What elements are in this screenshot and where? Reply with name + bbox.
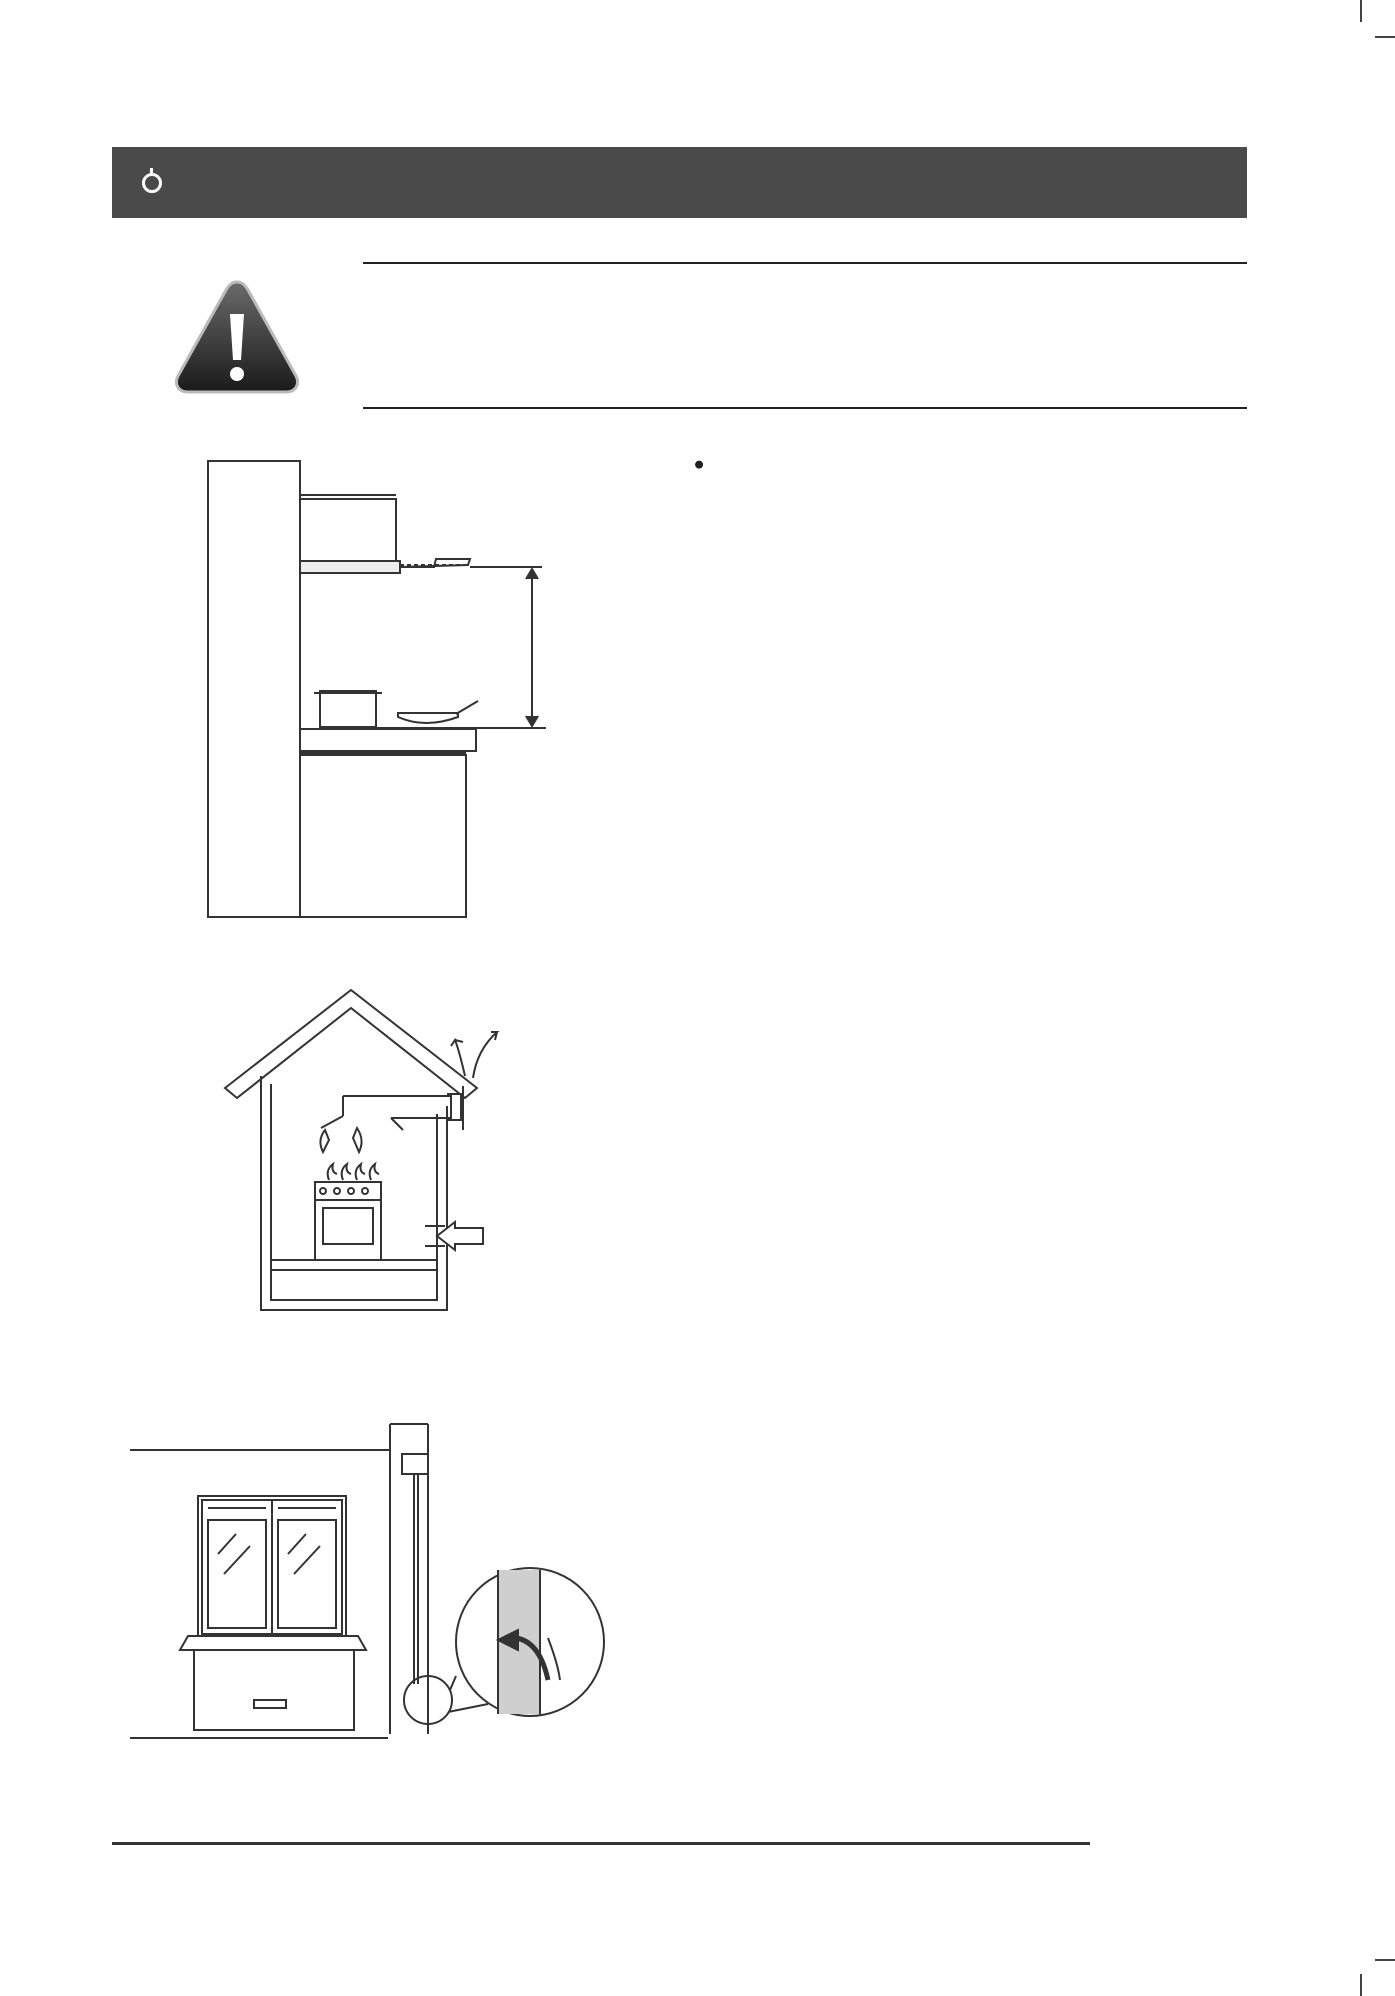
power-ring-icon: [142, 173, 162, 193]
divider-top: [363, 262, 1247, 264]
crop-mark: [1375, 1959, 1395, 1961]
crop-mark: [1375, 36, 1395, 38]
warning-triangle-icon: [172, 278, 302, 398]
header-separator: [1251, 171, 1255, 193]
page-header: [112, 147, 1247, 218]
footer-rule: [112, 1842, 1090, 1845]
hood-distance-diagram: [200, 455, 580, 925]
crop-mark: [1360, 0, 1362, 22]
house-ventilation-diagram: [225, 990, 525, 1350]
air-supply-diagram: [128, 1424, 628, 1754]
brand-logo: [142, 161, 172, 201]
crop-mark: [1360, 1974, 1362, 1996]
divider-bottom: [363, 407, 1247, 409]
